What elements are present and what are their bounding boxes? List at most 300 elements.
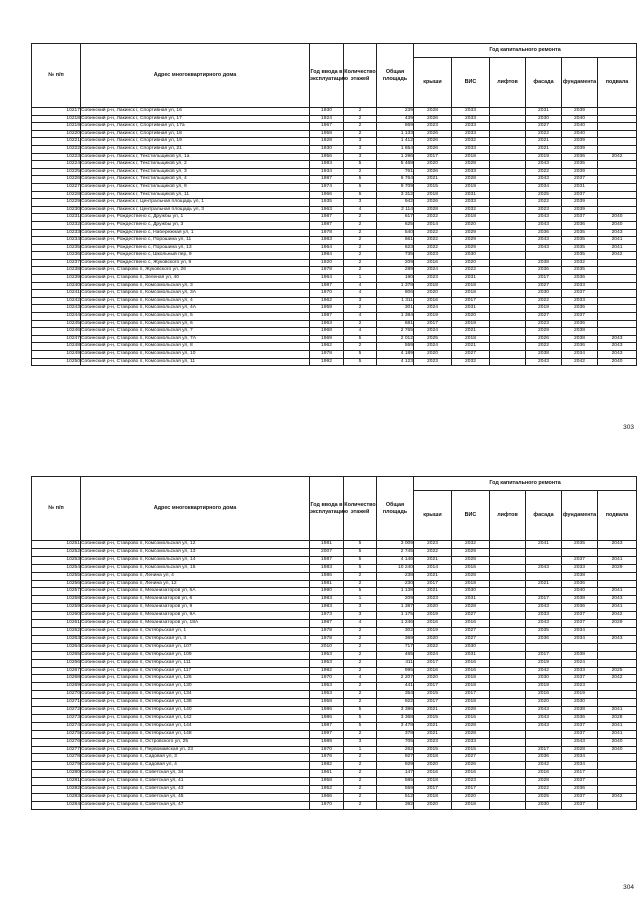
- cell-vis: 2018: [452, 290, 490, 298]
- cell-year: 1963: [310, 320, 344, 328]
- table-row: [32, 115, 637, 123]
- cell-lifts: [490, 612, 526, 620]
- cell-vis: 2029: [452, 237, 490, 245]
- cell-area: 3 312: [377, 191, 414, 199]
- cell-lifts: [490, 667, 526, 675]
- cell-floors: 2: [344, 754, 377, 762]
- cell-lifts: [490, 707, 526, 715]
- cell-num: 10277: [32, 746, 81, 754]
- cell-address: Собинский р-н, Ставрово п, Первомайская ул, 23: [81, 746, 310, 754]
- cell-lifts: [490, 153, 526, 161]
- cell-foundation: 2031: [562, 183, 598, 191]
- cell-area: 717: [377, 643, 414, 651]
- cell-lifts: [490, 335, 526, 343]
- cell-basement: 2028: [598, 714, 637, 722]
- cell-roofs: 2021: [414, 707, 452, 715]
- table-row: [32, 683, 637, 691]
- cell-lifts: [490, 627, 526, 635]
- cell-roofs: 2018: [414, 794, 452, 802]
- header-foundation: фундамента: [562, 58, 598, 108]
- cell-foundation: 2037: [562, 176, 598, 184]
- cell-facade: [526, 548, 562, 556]
- cell-num: 10261: [32, 620, 81, 628]
- cell-vis: 2028: [452, 161, 490, 169]
- cell-num: 10236: [32, 252, 81, 260]
- cell-vis: 2016: [452, 714, 490, 722]
- header-repair-group: Год капитального ремонта: [414, 44, 637, 58]
- cell-floors: 2: [344, 229, 377, 237]
- cell-facade: 2036: [526, 635, 562, 643]
- cell-roofs: 2020: [414, 161, 452, 169]
- cell-vis: 2032: [452, 138, 490, 146]
- cell-lifts: [490, 588, 526, 596]
- cell-year: 1978: [310, 351, 344, 359]
- cell-foundation: 2036: [562, 305, 598, 313]
- cell-address: Собинский р-н, Лакинск г, Спортивная ул, 17а: [81, 123, 310, 131]
- cell-num: 10249: [32, 351, 81, 359]
- cell-year: 1968: [310, 328, 344, 336]
- cell-lifts: [490, 108, 526, 116]
- cell-vis: 2021: [452, 343, 490, 351]
- cell-area: 301: [377, 305, 414, 313]
- table-row: [32, 541, 637, 549]
- cell-num: 10230: [32, 206, 81, 214]
- cell-facade: 2025: [526, 794, 562, 802]
- cell-lifts: [490, 778, 526, 786]
- cell-basement: 2043: [598, 541, 637, 549]
- cell-roofs: 2022: [414, 643, 452, 651]
- cell-num: 10222: [32, 145, 81, 153]
- cell-address: Собинский р-н, Ставрово п, Советская ул, 43: [81, 786, 310, 794]
- cell-address: Собинский р-н, Ставрово п, Комсомольская ул, 11: [81, 358, 310, 366]
- cell-facade: 2017: [526, 275, 562, 283]
- cell-lifts: [490, 691, 526, 699]
- cell-roofs: 2020: [414, 675, 452, 683]
- cell-facade: 2036: [526, 754, 562, 762]
- cell-floors: 2: [344, 786, 377, 794]
- cell-roofs: 2028: [414, 206, 452, 214]
- cell-basement: [598, 313, 637, 321]
- table-row: [32, 153, 637, 161]
- cell-address: Собинский р-н, Лакинск г, Спортивная ул, 17: [81, 115, 310, 123]
- cell-lifts: [490, 738, 526, 746]
- cell-roofs: 2024: [414, 328, 452, 336]
- cell-basement: 2029: [598, 620, 637, 628]
- cell-vis: 2015: [452, 746, 490, 754]
- cell-facade: 2042: [526, 667, 562, 675]
- cell-floors: 2: [344, 801, 377, 809]
- cell-roofs: 2023: [414, 596, 452, 604]
- cell-foundation: 2037: [562, 778, 598, 786]
- cell-area: 559: [377, 786, 414, 794]
- cell-vis: 2033: [452, 738, 490, 746]
- cell-foundation: 2037: [562, 290, 598, 298]
- cell-vis: 2030: [452, 252, 490, 260]
- cell-lifts: [490, 282, 526, 290]
- cell-facade: [526, 588, 562, 596]
- cell-address: Собинский р-н, Рождествено с, Школьный пер, 9: [81, 252, 310, 260]
- cell-vis: 2018: [452, 675, 490, 683]
- cell-area: 623: [377, 244, 414, 252]
- cell-roofs: 2014: [414, 221, 452, 229]
- cell-lifts: [490, 252, 526, 260]
- table-row: [32, 343, 637, 351]
- cell-num: 10227: [32, 183, 81, 191]
- cell-vis: 2031: [452, 191, 490, 199]
- cell-area: 735: [377, 252, 414, 260]
- cell-year: 1952: [310, 786, 344, 794]
- header-year-commission: Год ввода в эксплуатацию: [310, 477, 344, 541]
- cell-facade: 2036: [526, 267, 562, 275]
- cell-vis: 2032: [452, 358, 490, 366]
- cell-basement: [598, 275, 637, 283]
- cell-num: 10272: [32, 707, 81, 715]
- cell-address: Собинский р-н, Ставрово п, Октябрьская ул, 3: [81, 635, 310, 643]
- cell-num: 10284: [32, 801, 81, 809]
- cell-facade: 2034: [526, 183, 562, 191]
- cell-address: Собинский р-н, Ставрово п, Октябрьская ул, 130: [81, 683, 310, 691]
- cell-foundation: 2038: [562, 328, 598, 336]
- cell-roofs: 2026: [414, 145, 452, 153]
- cell-foundation: 2038: [562, 335, 598, 343]
- cell-floors: 5: [344, 714, 377, 722]
- cell-foundation: 2028: [562, 746, 598, 754]
- cell-basement: [598, 770, 637, 778]
- cell-lifts: [490, 313, 526, 321]
- table-row: [32, 351, 637, 359]
- cell-year: 1976: [310, 754, 344, 762]
- cell-address: Собинский р-н, Ставрово п, Октябрьская ул, 144: [81, 722, 310, 730]
- cell-floors: 1: [344, 746, 377, 754]
- cell-floors: 5: [344, 541, 377, 549]
- cell-year: 1953: [310, 651, 344, 659]
- cell-year: 1992: [310, 358, 344, 366]
- cell-address: Собинский р-н, Лакинск г, Текстильщиков ул, 3: [81, 168, 310, 176]
- cell-facade: 2027: [526, 313, 562, 321]
- cell-num: 10271: [32, 699, 81, 707]
- cell-foundation: 2036: [562, 580, 598, 588]
- cell-year: 1970: [310, 746, 344, 754]
- header-facade: фасада: [526, 58, 562, 108]
- cell-floors: 2: [344, 651, 377, 659]
- cell-lifts: [490, 259, 526, 267]
- cell-year: 1964: [310, 275, 344, 283]
- cell-floors: 5: [344, 722, 377, 730]
- cell-address: Собинский р-н, Ставрово п, Октябрьская ул, 134: [81, 691, 310, 699]
- cell-lifts: [490, 604, 526, 612]
- cell-roofs: 2026: [414, 138, 452, 146]
- cell-lifts: [490, 305, 526, 313]
- cell-floors: 2: [344, 320, 377, 328]
- cell-facade: 2043: [526, 620, 562, 628]
- cell-facade: 2019: [526, 305, 562, 313]
- cell-num: 10235: [32, 244, 81, 252]
- cell-floors: 2: [344, 730, 377, 738]
- cell-address: Собинский р-н, Ставрово п, Советская ул, 41: [81, 778, 310, 786]
- cell-num: 10248: [32, 343, 81, 351]
- cell-basement: [598, 754, 637, 762]
- cell-num: 10279: [32, 762, 81, 770]
- cell-area: 3 009: [377, 541, 414, 549]
- cell-foundation: 2024: [562, 659, 598, 667]
- cell-floors: 4: [344, 675, 377, 683]
- cell-area: 806: [377, 290, 414, 298]
- cell-vis: 2033: [452, 123, 490, 131]
- cell-address: Собинский р-н, Ставрово п, Комсомольская ул, 13: [81, 548, 310, 556]
- cell-vis: 2018: [452, 580, 490, 588]
- table-row: [32, 335, 637, 343]
- cell-floors: 2: [344, 305, 377, 313]
- cell-floors: 2: [344, 699, 377, 707]
- cell-area: 1 311: [377, 297, 414, 305]
- cell-vis: 2016: [452, 659, 490, 667]
- cell-foundation: 2037: [562, 191, 598, 199]
- cell-facade: 2019: [526, 683, 562, 691]
- cell-basement: 2043: [598, 596, 637, 604]
- table-row: [32, 564, 637, 572]
- cell-facade: 2022: [526, 130, 562, 138]
- cell-address: Собинский р-н, Ставрово п, Ленина ул, 12: [81, 580, 310, 588]
- cell-basement: 2041: [598, 244, 637, 252]
- cell-roofs: 2018: [414, 191, 452, 199]
- cell-basement: 2029: [598, 564, 637, 572]
- cell-basement: 2041: [598, 237, 637, 245]
- cell-year: 2010: [310, 643, 344, 651]
- cell-facade: 2028: [526, 778, 562, 786]
- cell-roofs: 2021: [414, 176, 452, 184]
- cell-num: 10247: [32, 335, 81, 343]
- cell-address: Собинский р-н, Ставрово п, Ленина ул, 4: [81, 572, 310, 580]
- cell-foundation: 2037: [562, 730, 598, 738]
- cell-foundation: 2035: [562, 267, 598, 275]
- cell-area: 1 296: [377, 153, 414, 161]
- cell-basement: [598, 145, 637, 153]
- cell-floors: 2: [344, 770, 377, 778]
- cell-year: 1986: [310, 714, 344, 722]
- cell-lifts: [490, 659, 526, 667]
- cell-year: 1987: [310, 176, 344, 184]
- cell-num: 10231: [32, 214, 81, 222]
- cell-address: Собинский р-н, Ставрово п, Комсомольская ул, 15: [81, 564, 310, 572]
- cell-lifts: [490, 176, 526, 184]
- cell-num: 10251: [32, 541, 81, 549]
- table-row: [32, 290, 637, 298]
- cell-basement: [598, 115, 637, 123]
- cell-facade: 2043: [526, 221, 562, 229]
- table-row: [32, 237, 637, 245]
- page-303: [0, 0, 640, 440]
- cell-num: 10253: [32, 556, 81, 564]
- cell-facade: 2023: [526, 206, 562, 214]
- cell-floors: 2: [344, 108, 377, 116]
- cell-vis: 2027: [452, 627, 490, 635]
- cell-area: 5 468: [377, 161, 414, 169]
- cell-area: 369: [377, 635, 414, 643]
- cell-num: 10252: [32, 548, 81, 556]
- cell-num: 10258: [32, 596, 81, 604]
- cell-basement: [598, 699, 637, 707]
- cell-vis: 2032: [452, 541, 490, 549]
- cell-lifts: [490, 138, 526, 146]
- cell-area: 465: [377, 651, 414, 659]
- cell-floors: 5: [344, 161, 377, 169]
- cell-foundation: 2039: [562, 206, 598, 214]
- cell-vis: 2027: [452, 351, 490, 359]
- cell-floors: 2: [344, 691, 377, 699]
- cell-lifts: [490, 722, 526, 730]
- cell-roofs: 2021: [414, 556, 452, 564]
- cell-floors: 2: [344, 252, 377, 260]
- cell-year: 1953: [310, 659, 344, 667]
- table-row: [32, 267, 637, 275]
- cell-num: 10267: [32, 667, 81, 675]
- cell-year: 1983: [310, 604, 344, 612]
- cell-facade: 2027: [526, 282, 562, 290]
- cell-floors: 2: [344, 115, 377, 123]
- cell-num: 10273: [32, 714, 81, 722]
- cell-roofs: 2017: [414, 786, 452, 794]
- cell-basement: [598, 691, 637, 699]
- cell-year: 1978: [310, 229, 344, 237]
- cell-facade: 2022: [526, 199, 562, 207]
- cell-floors: 2: [344, 259, 377, 267]
- cell-floors: 5: [344, 183, 377, 191]
- table-row: [32, 305, 637, 313]
- cell-roofs: 2021: [414, 730, 452, 738]
- header-address: Адрес многоквартирного дома: [81, 477, 310, 541]
- cell-num: 10223: [32, 153, 81, 161]
- cell-floors: 3: [344, 297, 377, 305]
- cell-facade: 2031: [526, 108, 562, 116]
- cell-area: 3 478: [377, 722, 414, 730]
- cell-address: Собинский р-н, Ставрово п, Октябрьская ул, 117: [81, 667, 310, 675]
- cell-year: 1956: [310, 153, 344, 161]
- cell-foundation: 2038: [562, 707, 598, 715]
- cell-vis: 2018: [452, 214, 490, 222]
- header-year-commission: Год ввода в эксплуатацию: [310, 44, 344, 108]
- cell-foundation: 2037: [562, 794, 598, 802]
- cell-address: Собинский р-н, Ставрово п, Механизаторов ул, 18А: [81, 620, 310, 628]
- cell-foundation: 2035: [562, 229, 598, 237]
- cell-roofs: 2023: [414, 123, 452, 131]
- cell-facade: 2030: [526, 290, 562, 298]
- cell-year: 1978: [310, 635, 344, 643]
- cell-address: Собинский р-н, Лакинск г, Центральная площадь ул, 1: [81, 199, 310, 207]
- cell-basement: 2041: [598, 588, 637, 596]
- cell-facade: 2016: [526, 770, 562, 778]
- cell-address: Собинский р-н, Ставрово п, Островского ул, 25: [81, 738, 310, 746]
- cell-foundation: 2034: [562, 762, 598, 770]
- cell-basement: [598, 161, 637, 169]
- cell-address: Собинский р-н, Ставрово п, Комсомольская ул, 7А: [81, 335, 310, 343]
- cell-address: Собинский р-н, Ставрово п, Комсомольская ул, 14: [81, 556, 310, 564]
- cell-lifts: [490, 221, 526, 229]
- cell-facade: 2021: [526, 138, 562, 146]
- cell-num: 10269: [32, 683, 81, 691]
- cell-facade: [526, 738, 562, 746]
- cell-area: 681: [377, 320, 414, 328]
- cell-facade: 2023: [526, 320, 562, 328]
- cell-roofs: 2019: [414, 313, 452, 321]
- cell-address: Собинский р-н, Ставрово п, Комсомольская ул, 8: [81, 343, 310, 351]
- cell-roofs: 2017: [414, 153, 452, 161]
- cell-floors: 5: [344, 351, 377, 359]
- cell-basement: [598, 259, 637, 267]
- repair-register-table: [31, 43, 637, 366]
- cell-lifts: [490, 290, 526, 298]
- cell-foundation: 2042: [562, 358, 598, 366]
- cell-area: 512: [377, 794, 414, 802]
- cell-year: 1981: [310, 580, 344, 588]
- table-row: [32, 123, 637, 131]
- cell-basement: 2041: [598, 556, 637, 564]
- cell-roofs: 2020: [414, 290, 452, 298]
- cell-vis: 2029: [452, 244, 490, 252]
- cell-roofs: 2018: [414, 282, 452, 290]
- cell-area: 617: [377, 214, 414, 222]
- cell-year: 1987: [310, 313, 344, 321]
- cell-roofs: 2018: [414, 778, 452, 786]
- cell-foundation: 2036: [562, 714, 598, 722]
- cell-facade: 2043: [526, 358, 562, 366]
- cell-lifts: [490, 730, 526, 738]
- cell-basement: [598, 130, 637, 138]
- cell-lifts: [490, 556, 526, 564]
- cell-lifts: [490, 115, 526, 123]
- cell-vis: 2027: [452, 612, 490, 620]
- cell-num: 10246: [32, 328, 81, 336]
- cell-year: 1981: [310, 541, 344, 549]
- cell-floors: 2: [344, 667, 377, 675]
- cell-year: 1930: [310, 145, 344, 153]
- cell-foundation: 2037: [562, 722, 598, 730]
- cell-area: 289: [377, 267, 414, 275]
- table-row: [32, 620, 637, 628]
- table-row: [32, 358, 637, 366]
- cell-lifts: [490, 548, 526, 556]
- cell-lifts: [490, 206, 526, 214]
- header-vis: ВИС: [452, 491, 490, 541]
- cell-floors: 2: [344, 659, 377, 667]
- cell-floors: 2: [344, 627, 377, 635]
- cell-facade: 2030: [526, 115, 562, 123]
- cell-facade: 2043: [526, 237, 562, 245]
- cell-year: 1983: [310, 237, 344, 245]
- cell-area: 929: [377, 762, 414, 770]
- table-row: [32, 651, 637, 659]
- cell-foundation: 2036: [562, 221, 598, 229]
- cell-area: 411: [377, 659, 414, 667]
- cell-area: 922: [377, 699, 414, 707]
- cell-floors: 5: [344, 556, 377, 564]
- cell-vis: 2021: [452, 328, 490, 336]
- table-row: [32, 275, 637, 283]
- cell-vis: 2018: [452, 801, 490, 809]
- cell-address: Собинский р-н, Ставрово п, Октябрьская ул, 111: [81, 659, 310, 667]
- cell-num: 10274: [32, 722, 81, 730]
- cell-area: 2 207: [377, 675, 414, 683]
- cell-address: Собинский р-н, Лакинск г, Спортивная ул, 21: [81, 145, 310, 153]
- table-row: [32, 643, 637, 651]
- page-number: 304: [623, 884, 634, 891]
- cell-facade: 2041: [526, 541, 562, 549]
- cell-area: 559: [377, 343, 414, 351]
- cell-address: Собинский р-н, Рождествено с, Набережная ул, 1: [81, 229, 310, 237]
- cell-area: 209: [377, 596, 414, 604]
- table-row: [32, 596, 637, 604]
- cell-foundation: 2034: [562, 635, 598, 643]
- cell-year: 1970: [310, 675, 344, 683]
